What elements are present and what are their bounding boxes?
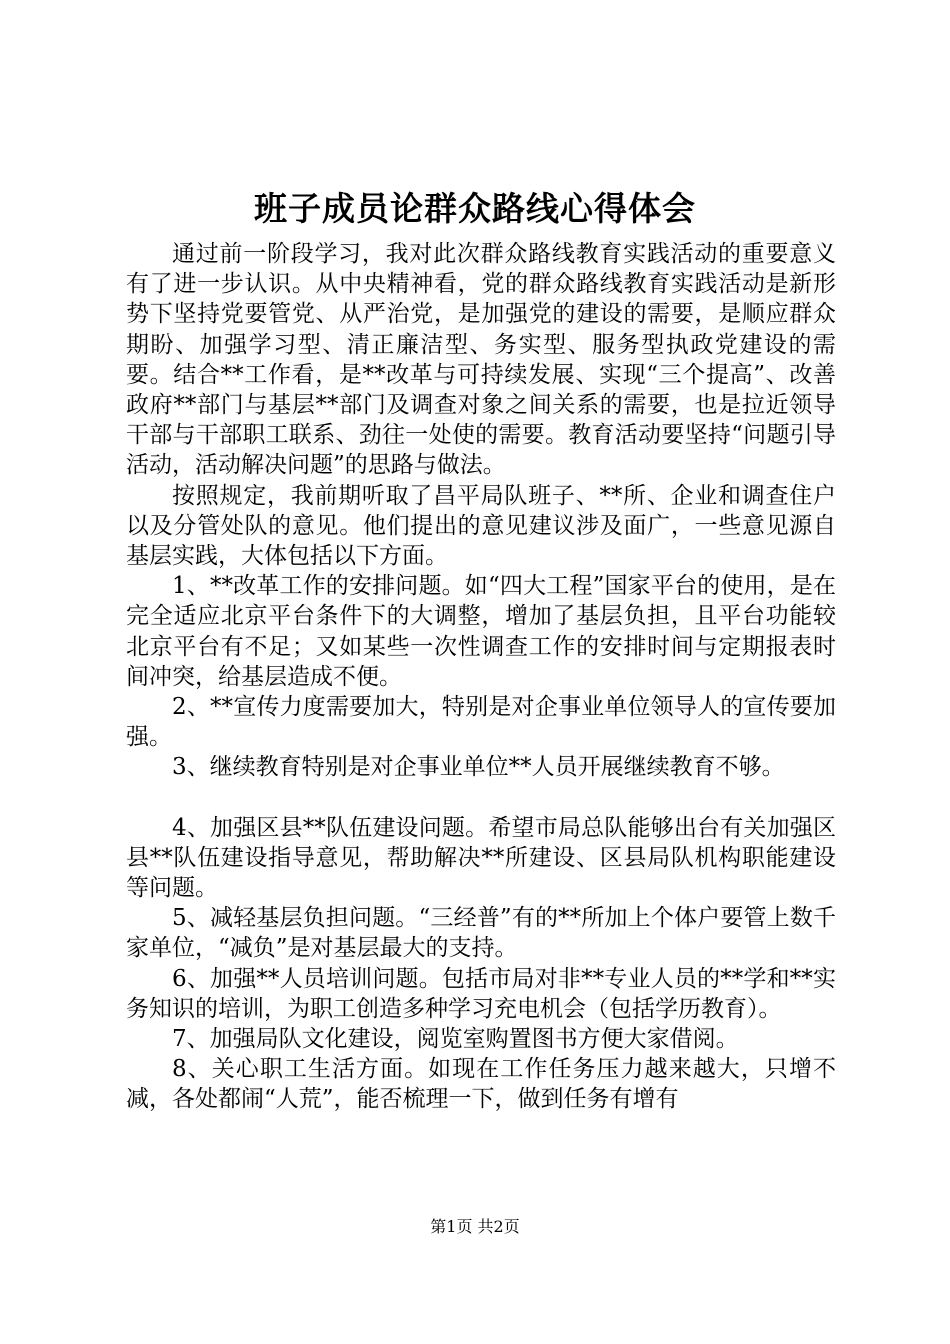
list-item-7: 7、加强局队文化建设，阅览室购置图书方便大家借阅。 [172,1026,739,1053]
document-title: 班子成员论群众路线心得体会 [254,189,696,228]
list-item-2: 2、**宣传力度需要加大，特别是对企事业单位领导人的宣传要加强。 [126,694,836,751]
list-item-3: 3、继续教育特别是对企事业单位**人员开展继续教育不够。 [172,754,785,781]
page-footer: 第1页 共2页 [430,1217,520,1236]
document-body [126,239,836,1115]
paragraph-opinions: 按照规定，我前期听取了昌平局队班子、**所、企业和调查住户以及分管处队的意见。他们提出的意见建议涉及面广，一些意见源自基层实践，大体包括以下方面。 [126,482,836,570]
list-item-4: 4、加强区县**队伍建设问题。希望市局总队能够出台有关加强区县**队伍建设指导意见，帮助解决**所建设、区县局队机构职能建设等问题。 [126,814,836,902]
list-item-8: 8、关心职工生活方面。如现在工作任务压力越来越大，只增不减，各处都闹“人荒”，能否梳理一下，做到任务有增有 [126,1056,836,1113]
blank-line [126,783,836,813]
paragraph-intro: 通过前一阶段学习，我对此次群众路线教育实践活动的重要意义有了进一步认识。从中央精神看，党的群众路线教育实践活动是新形势下坚持党要管党、从严治党，是加强党的建设的需要，是顺应群众期盼、加强学习型、清正廉洁型、务实型、服务型执政党建设的需要。结合**工作看，是**改革与可持续发展、实现“三个提高”、改善政府**部门与基层**部门及调查对象之间关系的需要，也是拉近领导干部与干部职工联系、劲往一处使的需要。教育活动要坚持“问题引导活动，活动解决问题”的思路与做法。 [126,241,836,479]
list-item-1: 1、**改革工作的安排问题。如“四大工程”国家平台的使用，是在完全适应北京平台条件下的大调整，增加了基层负担，且平台功能较北京平台有不足；又如某些一次性调查工作的安排时间与定期报表时间冲突，给基层造成不便。 [126,573,836,690]
list-item-5: 5、减轻基层负担问题。“三经普”有的**所加上个体户要管上数千家单位，“减负”是对基层最大的支持。 [126,905,836,962]
list-item-6: 6、加强**人员培训问题。包括市局对非**专业人员的**学和**实务知识的培训，为职工创造多种学习充电机会（包括学历教育）。 [126,965,836,1022]
